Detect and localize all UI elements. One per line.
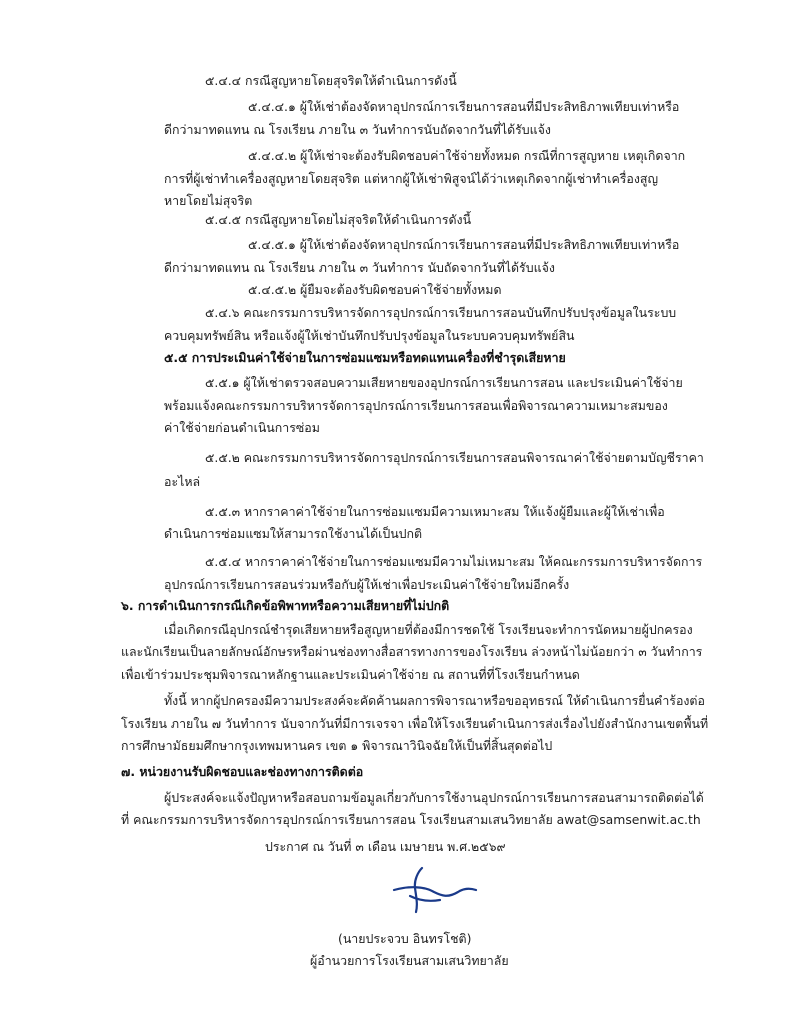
clause-5-4-6-line-2: ควบคุมทรัพย์สิน หรือแจ้งผู้ให้เช่าบันทึกปรับปรุงข้อมูลในระบบควบคุมทรัพย์สิน <box>164 328 575 343</box>
clause-5-5-3-line-1: ๕.๕.๓ หากราคาค่าใช้จ่ายในการซ่อมแซมมีความเหมาะสม ให้แจ้งผู้ยืมและผู้ให้เช่าเพื่อ <box>205 504 665 519</box>
section-6-para-2-line-2: โรงเรียน ภายใน ๗ วันทำการ นับจากวันที่มีการเจรจา เพื่อให้โรงเรียนดำเนินการส่งเรื่องไปยังสำนักงานเขตพื้นที่ <box>121 716 709 731</box>
section-6-heading: ๖. การดำเนินการกรณีเกิดข้อพิพาทหรือความเสียหายที่ไม่ปกติ <box>121 598 450 613</box>
section-6-para-1-line-3: เพื่อเข้าร่วมประชุมพิจารณาหลักฐานและประเมินค่าใช้จ่าย ณ สถานที่ที่โรงเรียนกำหนด <box>121 667 580 682</box>
section-7-para-line-2: ที่ คณะกรรมการบริหารจัดการอุปกรณ์การเรียนการสอน โรงเรียนสามเสนวิทยาลัย awat@samsenwit.ac.th <box>121 812 701 827</box>
announcement-date: ประกาศ ณ วันที่ ๓ เดือน เมษายน พ.ศ.๒๕๖๙ <box>265 839 506 854</box>
clause-5-4-4-2-line-1: ๕.๔.๔.๒ ผู้ให้เช่าจะต้องรับผิดชอบค่าใช้จ่ายทั้งหมด กรณีที่การสูญหาย เหตุเกิดจาก <box>248 148 686 163</box>
clause-5-5-1-line-1: ๕.๕.๑ ผู้ให้เช่าตรวจสอบความเสียหายของอุปกรณ์การเรียนการสอน และประเมินค่าใช้จ่าย <box>205 375 683 390</box>
section-6-para-2-line-1: ทั้งนี้ หากผู้ปกครองมีความประสงค์จะคัดค้านผลการพิจารณาหรือขออุทธรณ์ ให้ดำเนินการยื่นคำร้องต่อ <box>164 693 705 708</box>
clause-5-4-6-line-1: ๕.๔.๖ คณะกรรมการบริหารจัดการอุปกรณ์การเรียนการสอนบันทึกปรับปรุงข้อมูลในระบบ <box>205 305 677 320</box>
clause-5-5-1-line-2: พร้อมแจ้งคณะกรรมการบริหารจัดการอุปกรณ์การเรียนการสอนเพื่อพิจารณาความเหมาะสมของ <box>164 398 668 413</box>
clause-5-4-4-heading: ๕.๔.๔ กรณีสูญหายโดยสุจริตให้ดำเนินการดังนี้ <box>205 73 457 88</box>
signatory-name: (นายประจวบ อินทรโชติ) <box>338 931 472 946</box>
clause-5-5-2-line-1: ๕.๕.๒ คณะกรรมการบริหารจัดการอุปกรณ์การเรียนการสอนพิจารณาค่าใช้จ่ายตามบัญชีราคา <box>205 450 704 465</box>
section-6-para-2-line-3: การศึกษามัธยมศึกษากรุงเทพมหานคร เขต ๑ พิจารณาวินิจฉัยให้เป็นที่สิ้นสุดต่อไป <box>121 738 553 753</box>
section-7-para-line-1: ผู้ประสงค์จะแจ้งปัญหาหรือสอบถามข้อมูลเกี่ยวกับการใช้งานอุปกรณ์การเรียนการสอนสามารถติดต่อได้ <box>164 790 704 805</box>
clause-5-5-2-line-2: อะไหล่ <box>164 474 201 489</box>
clause-5-4-4-1-line-1: ๕.๔.๔.๑ ผู้ให้เช่าต้องจัดหาอุปกรณ์การเรียนการสอนที่มีประสิทธิภาพเทียบเท่าหรือ <box>248 99 680 114</box>
clause-5-4-5-heading: ๕.๔.๕ กรณีสูญหายโดยไม่สุจริตให้ดำเนินการดังนี้ <box>205 212 472 227</box>
section-7-heading: ๗. หน่วยงานรับผิดชอบและช่องทางการติดต่อ <box>121 764 364 779</box>
section-6-para-1-line-2: และนักเรียนเป็นลายลักษณ์อักษรหรือผ่านช่องทางสื่อสารทางการของโรงเรียน ล่วงหน้าไม่น้อยกว่า ๓ วันทำการ <box>121 644 703 659</box>
signature-image <box>388 862 478 918</box>
clause-5-4-5-1-line-2: ดีกว่ามาทดแทน ณ โรงเรียน ภายใน ๓ วันทำการ นับถัดจากวันที่ได้รับแจ้ง <box>164 260 555 275</box>
section-6-para-1-line-1: เมื่อเกิดกรณีอุปกรณ์ชำรุดเสียหายหรือสูญหายที่ต้องมีการชดใช้ โรงเรียนจะทำการนัดหมายผู้ปกครอง <box>164 622 693 637</box>
clause-5-4-4-1-line-2: ดีกว่ามาทดแทน ณ โรงเรียน ภายใน ๓ วันทำการนับถัดจากวันที่ได้รับแจ้ง <box>164 122 551 137</box>
clause-5-4-4-2-line-3: หายโดยไม่สุจริต <box>164 193 253 208</box>
clause-5-5-1-line-3: ค่าใช้จ่ายก่อนดำเนินการซ่อม <box>164 420 320 435</box>
clause-5-5-4-line-1: ๕.๕.๔ หากราคาค่าใช้จ่ายในการซ่อมแซมมีความไม่เหมาะสม ให้คณะกรรมการบริหารจัดการ <box>205 554 703 569</box>
clause-5-5-3-line-2: ดำเนินการซ่อมแซมให้สามารถใช้งานได้เป็นปกติ <box>164 526 423 541</box>
clause-5-4-5-2: ๕.๔.๕.๒ ผู้ยืมจะต้องรับผิดชอบค่าใช้จ่ายทั้งหมด <box>248 282 502 297</box>
clause-5-4-4-2-line-2: การที่ผู้เช่าทำเครื่องสูญหายโดยสุจริต แต่หากผู้ให้เช่าพิสูจน์ได้ว่าเหตุเกิดจากผู้เช่าทำเครื่องสูญ <box>164 171 658 186</box>
section-5-5-heading: ๕.๕ การประเมินค่าใช้จ่ายในการซ่อมแซมหรือทดแทนเครื่องที่ชำรุดเสียหาย <box>164 350 566 365</box>
signatory-position: ผู้อำนวยการโรงเรียนสามเสนวิทยาลัย <box>310 953 509 968</box>
clause-5-5-4-line-2: อุปกรณ์การเรียนการสอนร่วมหรือกับผู้ให้เช่าเพื่อประเมินค่าใช้จ่ายใหม่อีกครั้ง <box>164 577 570 592</box>
clause-5-4-5-1-line-1: ๕.๔.๕.๑ ผู้ให้เช่าต้องจัดหาอุปกรณ์การเรียนการสอนที่มีประสิทธิภาพเทียบเท่าหรือ <box>248 237 680 252</box>
